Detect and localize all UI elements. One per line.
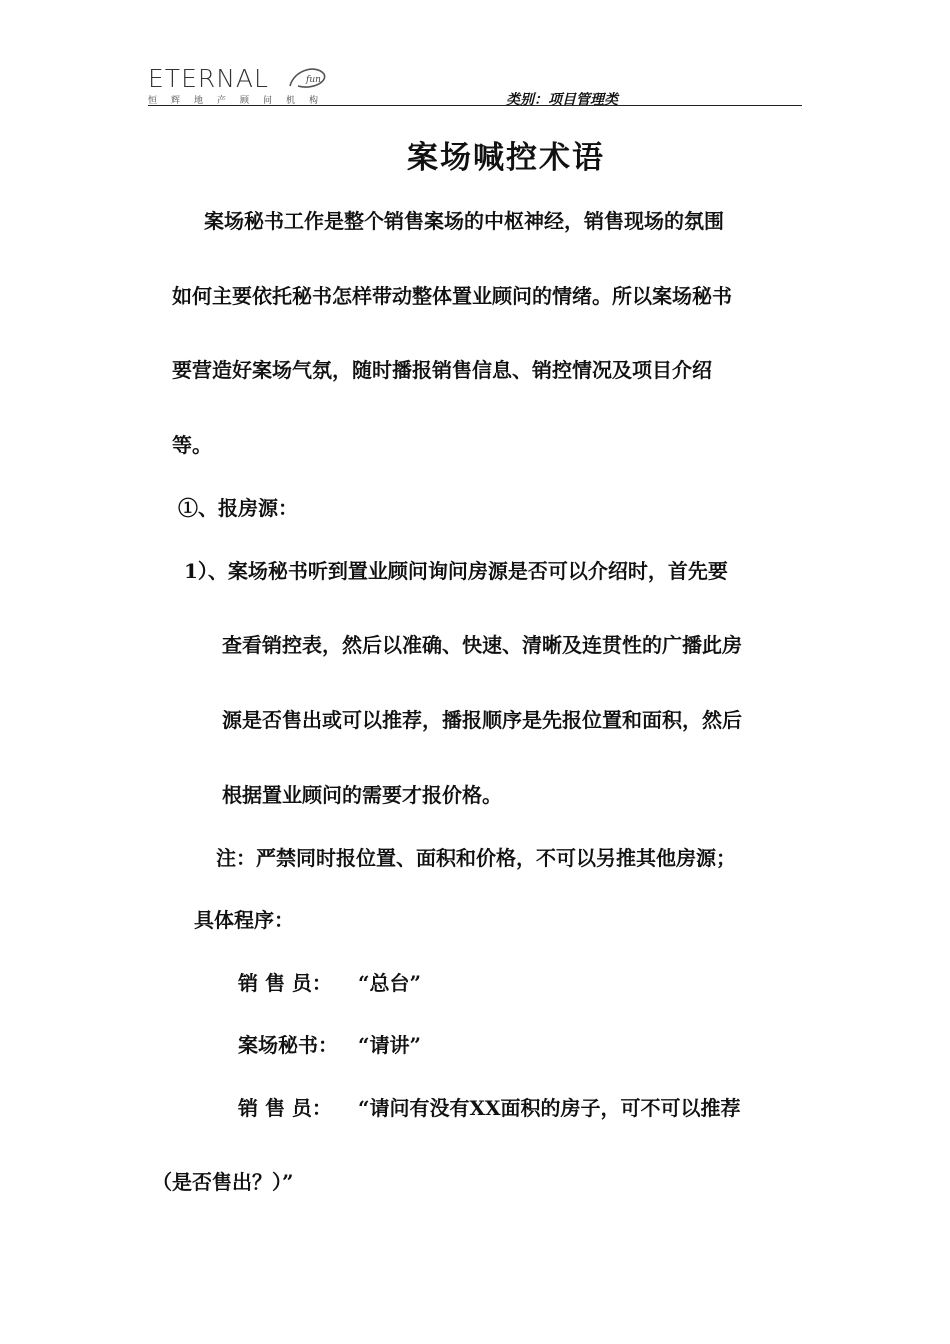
intro-line-1: 案场秘书工作是整个销售案场的中枢神经，销售现场的氛围 (204, 209, 724, 233)
intro-line-3: 要营造好案场气氛，随时播报销售信息、销控情况及项目介绍 (172, 358, 712, 382)
item1-line-4: 根据置业顾问的需要才报价格。 (222, 783, 502, 807)
dialogue-speaker-2: 案场秘书： (238, 1033, 338, 1057)
logo-swoosh-icon (286, 64, 328, 94)
item1-line-2: 查看销控表，然后以准确、快速、清晰及连贯性的广播此房 (222, 633, 742, 657)
logo-wordmark: ETERNAL (148, 64, 269, 93)
dialogue-speaker-1: 销 售 员： (238, 971, 332, 995)
item1-line-3: 源是否售出或可以推荐，播报顺序是先报位置和面积，然后 (222, 708, 742, 732)
dialogue-speaker-3: 销 售 员： (238, 1096, 332, 1120)
category-label: 类别：项目管理类 (506, 92, 618, 108)
intro-line-2: 如何主要依托秘书怎样带动整体置业顾问的情绪。所以案场秘书 (172, 284, 732, 308)
procedure-label: 具体程序： (194, 908, 294, 932)
company-logo (148, 64, 333, 108)
logo-mark-text: fun (306, 75, 321, 85)
note-line: 注：严禁同时报位置、面积和价格，不可以另推其他房源； (216, 846, 736, 870)
dialogue-line-3: “请问有没有XX面积的房子，可不可以推荐 (358, 1096, 741, 1120)
intro-line-4: 等。 (172, 433, 212, 457)
page-title: 案场喊控术语 (407, 140, 605, 176)
logo-subtitle: 恒辉地产顾问机构 (148, 96, 333, 106)
dialogue-line-1: “总台” (358, 971, 422, 995)
header-divider (148, 105, 802, 106)
dialogue-continuation: （是否售出？）” (152, 1170, 294, 1194)
item1-line-1: 1）、案场秘书听到置业顾问询问房源是否可以介绍时，首先要 (184, 559, 728, 583)
section-heading: ①、报房源： (178, 496, 298, 520)
dialogue-line-2: “请讲” (358, 1033, 422, 1057)
